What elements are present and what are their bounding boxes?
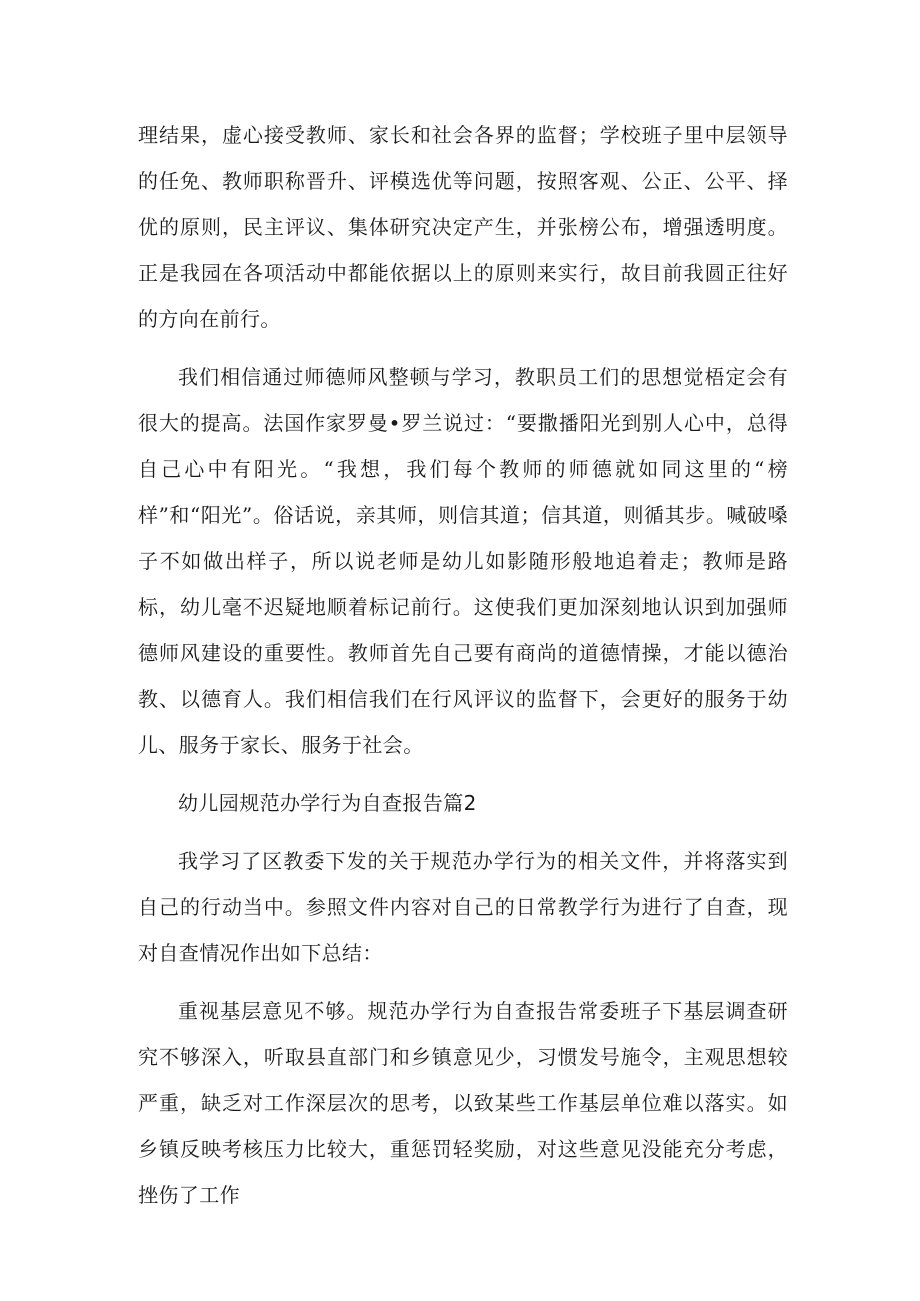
- paragraph-continued: 理结果，虚心接受教师、家长和社会各界的监督；学校班子里中层领导的任免、教师职称晋升、评模选优等问题，按照客观、公正、公平、择优的原则，民主评议、集体研究决定产生，并张榜公布，增强透明度。正是我园在各项活动中都能依据以上的原则来实行，故目前我圆正往好的方向在前行。: [138, 123, 788, 331]
- paragraph-self-check-intro: 我学习了区教委下发的关于规范办学行为的相关文件，并将落实到自己的行动当中。参照文件内容对自己的日常教学行为进行了自查，现对自查情况作出如下总结：: [138, 849, 788, 965]
- document-page: [138, 112, 788, 1218]
- paragraph-grassroots-opinions: 重视基层意见不够。规范办学行为自查报告常委班子下基层调查研究不够深入，听取县直部门和乡镇意见少，习惯发号施令，主观思想较严重，缺乏对工作深层次的思考，以致某些工作基层单位难以落实。如乡镇反映考核压力比较大，重惩罚轻奖励，对这些意见没能充分考虑，挫伤了工作: [138, 999, 788, 1207]
- section-heading: 幼儿园规范办学行为自查报告篇2: [178, 791, 477, 815]
- paragraph-teacher-ethics: 我们相信通过师德师风整顿与学习，教职员工们的思想觉梧定会有很大的提高。法国作家罗曼•罗兰说过：“要撒播阳光到别人心中，总得自己心中有阳光。“我想，我们每个教师的师德就如同这里的“榜样”和“阳光”。俗话说，亲其师，则信其道；信其道，则循其步。喊破嗓子不如做出样子，所以说老师是幼儿如影随形般地追着走；教师是路标，幼儿毫不迟疑地顺着标记前行。这使我们更加深刻地认识到加强师德师风建设的重要性。教师首先自己要有商尚的道德情操，才能以德治教、以德育人。我们相信我们在行风评议的监督下，会更好的服务于幼儿、服务于家长、服务于社会。: [138, 365, 788, 757]
